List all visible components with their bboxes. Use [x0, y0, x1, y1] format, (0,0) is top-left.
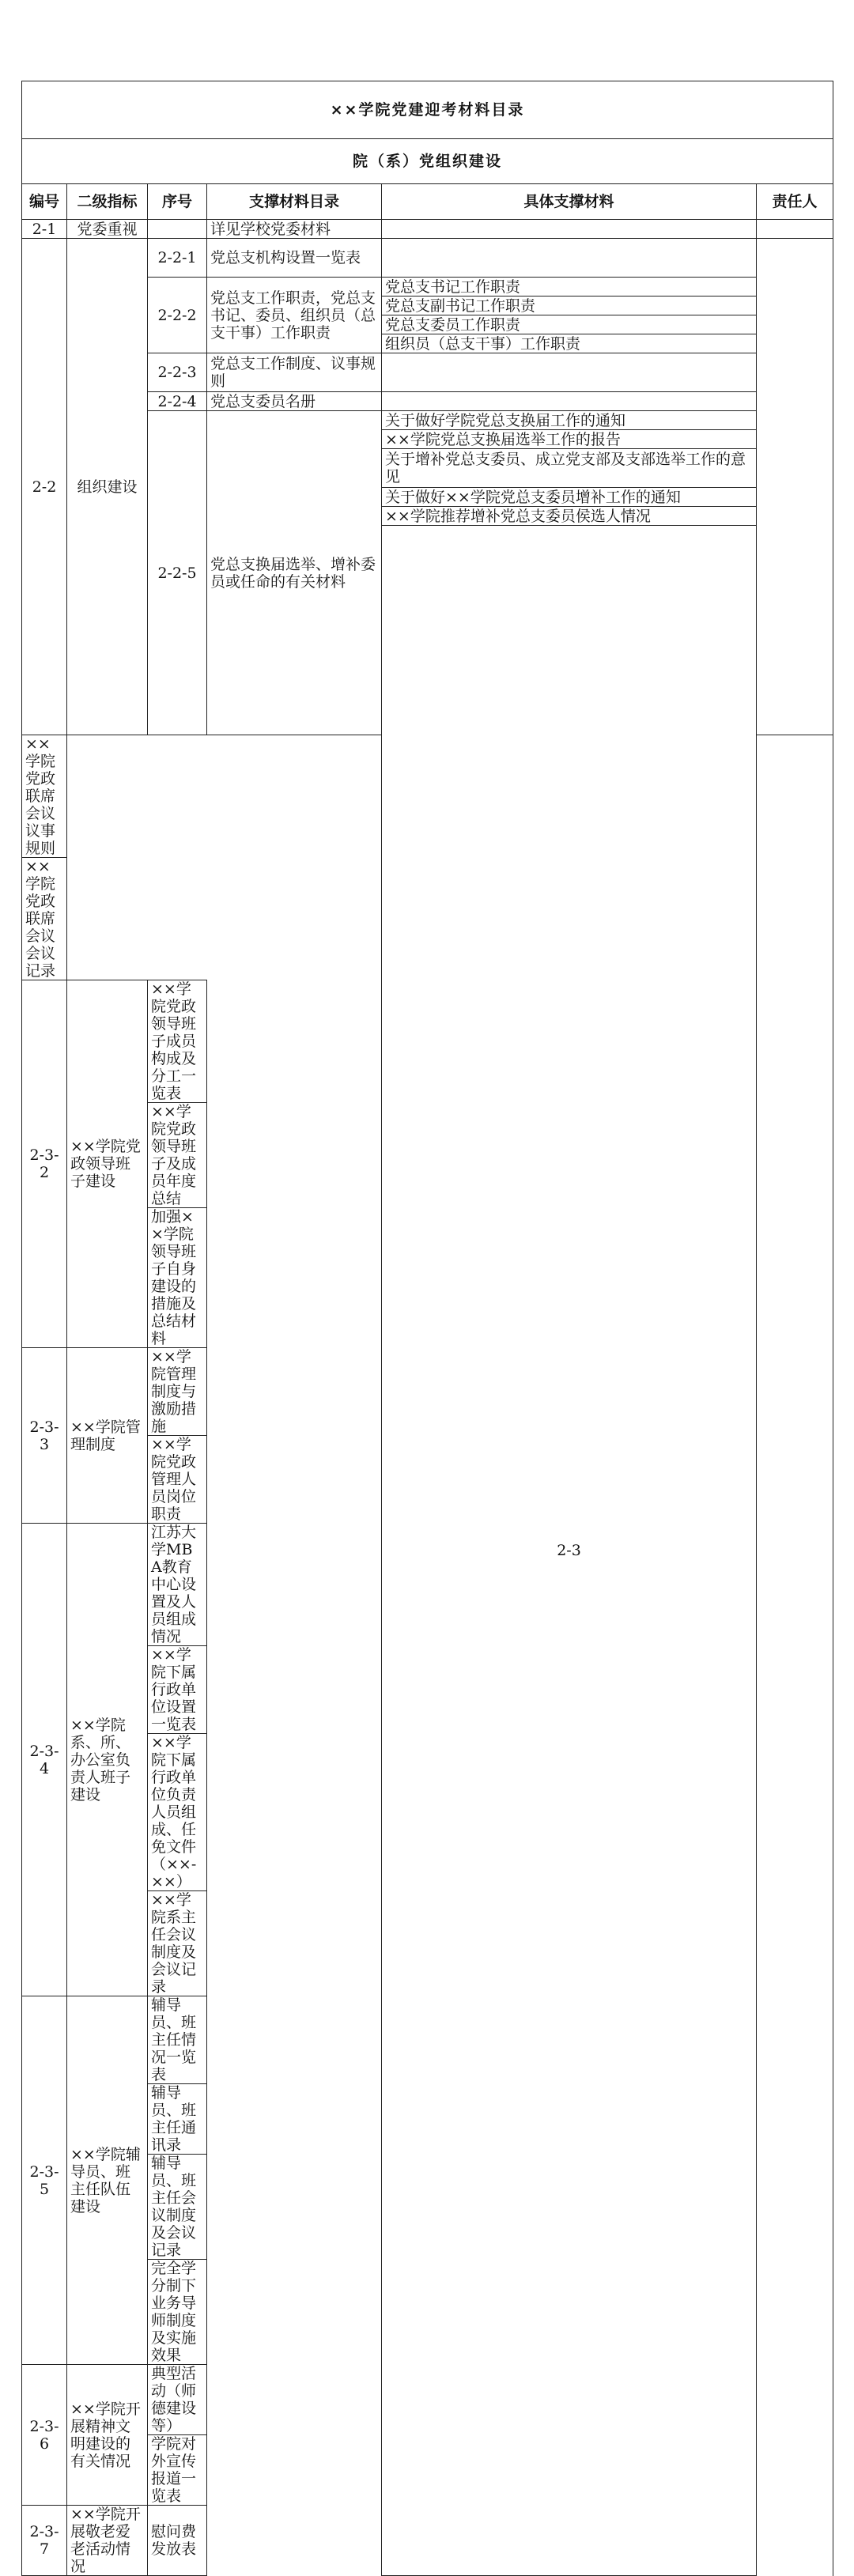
material-item: 加强××学院领导班子自身建设的措施及总结材料: [148, 1208, 207, 1348]
material-item: ××学院党总支换届选举工作的报告: [382, 430, 757, 449]
material-cell: [382, 353, 757, 392]
item-no: 2-2-2: [148, 278, 207, 353]
material-item: 完全学分制下业务导师制度及实施效果: [148, 2260, 207, 2365]
material-item: ××学院党政领导班子成员构成及分工一览表: [148, 980, 207, 1103]
item-no: [148, 220, 207, 239]
header-catalog: 支撑材料目录: [207, 184, 382, 220]
material-item: ××学院下属行政单位负责人员组成、任免文件（××-××）: [148, 1734, 207, 1891]
material-item: 辅导员、班主任通讯录: [148, 2084, 207, 2155]
item-no: 2-3-6: [22, 2365, 67, 2506]
section-subtitle: 院（系）党组织建设: [22, 139, 833, 184]
header-materials: 具体支撑材料: [382, 184, 757, 220]
material-item: ××学院党政管理人员岗位职责: [148, 1436, 207, 1524]
item-catalog: ××学院辅导员、班主任队伍建设: [67, 1996, 148, 2365]
material-item: 慰问费发放表: [148, 2506, 207, 2576]
section-id: 2-3: [382, 526, 757, 2576]
item-no: 2-3-7: [22, 2506, 67, 2576]
material-item: 党总支委员工作职责: [382, 315, 757, 334]
material-item: ××学院管理制度与激励措施: [148, 1348, 207, 1436]
material-item: 辅导员、班主任会议制度及会议记录: [148, 2155, 207, 2260]
item-no: 2-3-4: [22, 1524, 67, 1996]
material-item: 关于增补党总支委员、成立党支部及支部选举工作的意见: [382, 449, 757, 488]
material-item: ××学院下属行政单位设置一览表: [148, 1646, 207, 1734]
owner-cell: [757, 239, 833, 735]
material-item: ××学院系主任会议制度及会议记录: [148, 1891, 207, 1996]
header-id: 编号: [22, 184, 67, 220]
header-owner: 责任人: [757, 184, 833, 220]
material-item: 组织员（总支干事）工作职责: [382, 334, 757, 353]
header-indicator: 二级指标: [67, 184, 148, 220]
material-item: ××学院推荐增补党总支委员侯选人情况: [382, 507, 757, 526]
material-cell: [382, 392, 757, 411]
material-item: ××学院党政联席会议议事规则: [22, 735, 67, 858]
catalog-table: [21, 81, 833, 2576]
material-item: 党总支副书记工作职责: [382, 297, 757, 315]
material-item: 关于做好学院党总支换届工作的通知: [382, 411, 757, 430]
section-name: 党委重视: [67, 220, 148, 239]
item-catalog: ××学院开展精神文明建设的有关情况: [67, 2365, 148, 2506]
material-item: 党总支书记工作职责: [382, 278, 757, 297]
item-no: 2-3-3: [22, 1348, 67, 1524]
item-catalog: ××学院系、所、办公室负责人班子建设: [67, 1524, 148, 1996]
section-name: 组织建设: [67, 239, 148, 735]
item-catalog: 党总支工作制度、议事规则: [207, 353, 382, 392]
header-no: 序号: [148, 184, 207, 220]
material-item: 江苏大学MBA教育中心设置及人员组成情况: [148, 1524, 207, 1646]
item-no: 2-2-5: [148, 411, 207, 735]
material-item: 辅导员、班主任情况一览表: [148, 1996, 207, 2084]
section-id: 2-1: [22, 220, 67, 239]
material-item: ××学院党政领导班子及成员年度总结: [148, 1103, 207, 1208]
item-no: 2-3-5: [22, 1996, 67, 2365]
material-item: 关于做好××学院党总支委员增补工作的通知: [382, 488, 757, 507]
item-catalog: ××学院党政领导班子建设: [67, 980, 148, 1348]
item-no: 2-3-2: [22, 980, 67, 1348]
item-catalog: 党总支机构设置一览表: [207, 239, 382, 278]
item-catalog: 详见学校党委材料: [207, 220, 382, 239]
item-catalog: ××学院开展敬老爱老活动情况: [67, 2506, 148, 2576]
item-no: 2-2-3: [148, 353, 207, 392]
material-cell: [382, 239, 757, 278]
item-catalog: 党总支换届选举、增补委员或任命的有关材料: [207, 411, 382, 735]
item-catalog: ××学院管理制度: [67, 1348, 148, 1524]
item-no: 2-2-4: [148, 392, 207, 411]
item-catalog: 党总支工作职责，党总支书记、委员、组织员（总支干事）工作职责: [207, 278, 382, 353]
owner-cell: [757, 220, 833, 239]
item-catalog: 党总支委员名册: [207, 392, 382, 411]
material-item: 典型活动（师德建设等）: [148, 2365, 207, 2435]
material-cell: [382, 220, 757, 239]
material-item: 学院对外宣传报道一览表: [148, 2435, 207, 2506]
item-no: 2-2-1: [148, 239, 207, 278]
page-title: ××学院党建迎考材料目录: [22, 81, 833, 139]
section-id: 2-2: [22, 239, 67, 735]
material-item: ××学院党政联席会议会议记录: [22, 858, 67, 980]
